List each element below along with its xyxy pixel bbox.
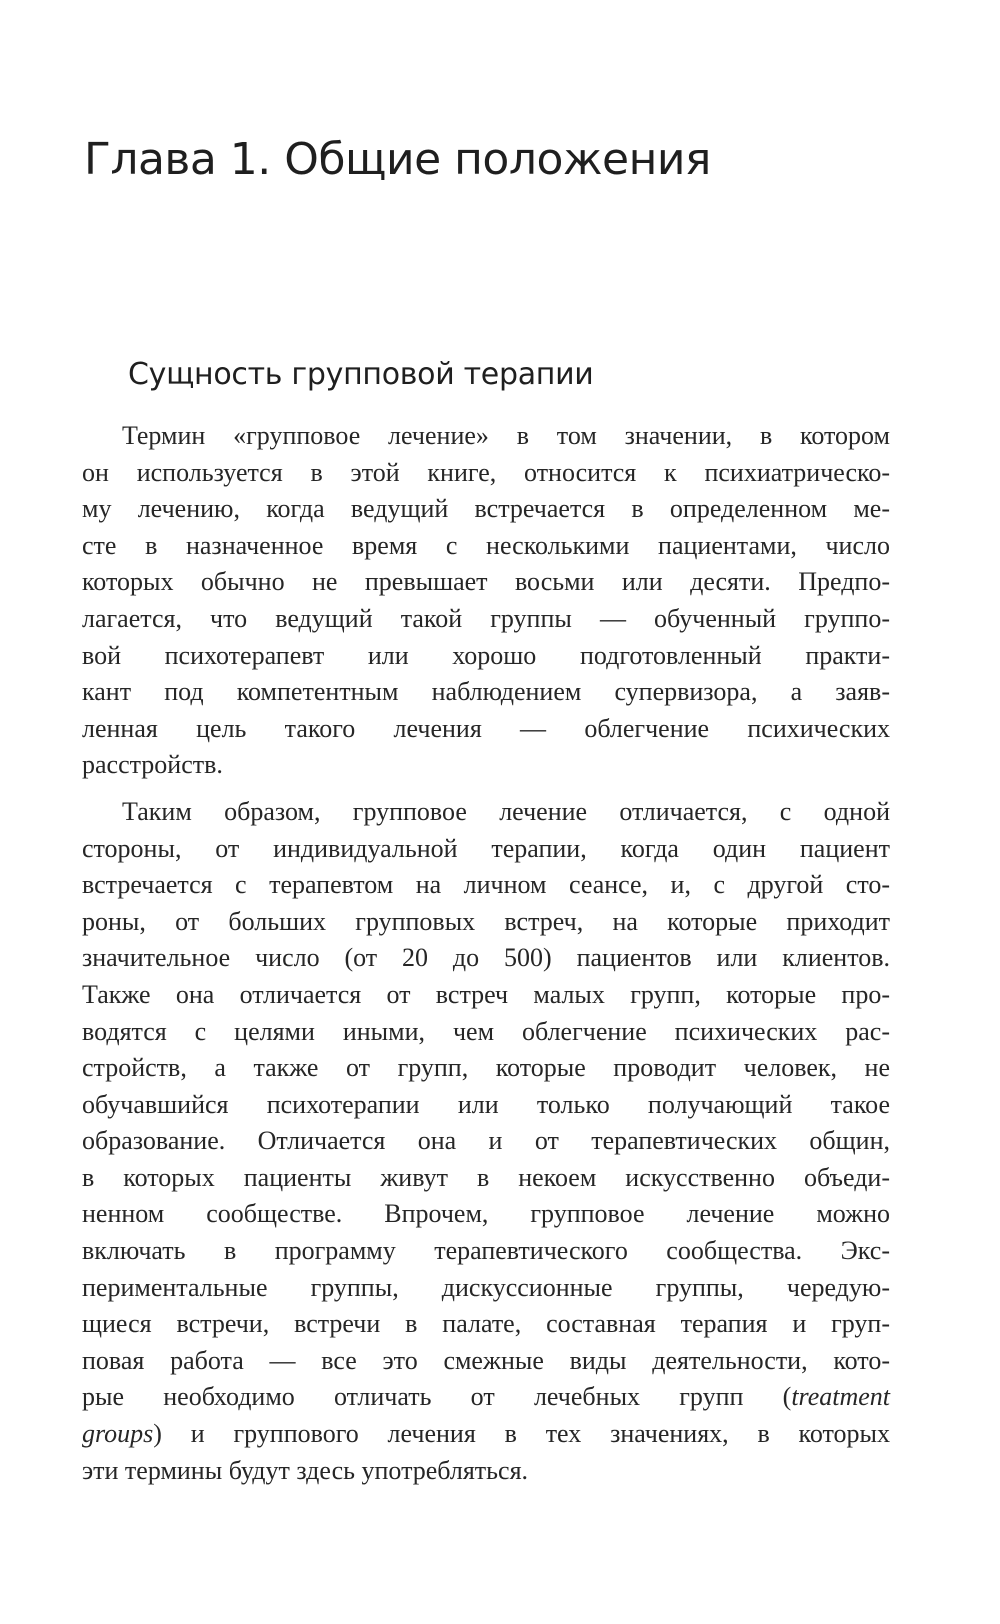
paragraph-spacer: [82, 784, 890, 794]
chapter-title: Глава 1. Общие положения: [84, 134, 711, 185]
section-title: Сущность групповой терапии: [128, 357, 594, 392]
paragraph-1-line-3: му лечению, когда ведущий встречается в определенном ме-: [82, 494, 890, 524]
paragraph-2-line-6: Также она отличается от встреч малых групп, которые про-: [82, 979, 890, 1009]
paragraph-2-line-13: включать в программу терапевтического сообщества. Экс-: [82, 1236, 890, 1266]
paragraph-2-line-11: в которых пациенты живут в некоем искусственно объеди-: [82, 1162, 890, 1192]
paragraph-2-line-9: обучавшийся психотерапии или только получающий такое: [82, 1089, 890, 1119]
paragraph-1-line-10: расстройств.: [82, 750, 223, 780]
paragraph-1-line-4: сте в назначенное время с несколькими пациентами, число: [82, 530, 890, 560]
paragraph-1-line-7: вой психотерапевт или хорошо подготовленный практи-: [82, 640, 890, 670]
line-17-text: рые необходимо отличать от лечебных групп (: [82, 1382, 792, 1412]
paragraph-2-line-12: ненном сообществе. Впрочем, групповое лечение можно: [82, 1199, 890, 1229]
paragraph-2-line-16: повая работа — все это смежные виды деятельности, кото-: [82, 1345, 890, 1375]
line-18-text: ) и группового лечения в тех значениях, в которых: [153, 1419, 890, 1449]
paragraph-1-line-6: лагается, что ведущий такой группы — обученный группо-: [82, 603, 890, 633]
paragraph-2-line-1: Таким образом, групповое лечение отличается, с одной: [122, 796, 890, 826]
paragraph-2-line-3: встречается с терапевтом на личном сеансе, и, с другой сто-: [82, 870, 890, 900]
paragraph-2-line-14: периментальные группы, дискуссионные группы, чередую-: [82, 1272, 890, 1302]
paragraph-2-line-18: [82, 1416, 890, 1453]
paragraph-1-line-2: он используется в этой книге, относится к психиатрическо-: [82, 457, 890, 487]
paragraph-2-line-15: щиеся встречи, встречи в палате, составная терапия и груп-: [82, 1309, 890, 1339]
italic-term-groups: groups: [82, 1419, 154, 1449]
paragraph-2-line-4: роны, от больших групповых встреч, на которые приходит: [82, 906, 890, 936]
paragraph-1-line-5: которых обычно не превышает восьми или десяти. Предпо-: [82, 567, 890, 597]
paragraph-2-line-17: [82, 1379, 890, 1416]
paragraph-2-line-8: стройств, а также от групп, которые проводит человек, не: [82, 1053, 890, 1083]
paragraph-2-line-7: водятся с целями иными, чем облегчение психических рас-: [82, 1016, 890, 1046]
paragraph-2-line-19: эти термины будут здесь употребляться.: [82, 1455, 529, 1485]
paragraph-1-line-1: Термин «групповое лечение» в том значении, в котором: [122, 421, 890, 450]
paragraph-2-line-10: образование. Отличается она и от терапевтических общин,: [82, 1126, 890, 1156]
italic-term-treatment: treatment: [791, 1382, 890, 1412]
paragraph-2-line-2: стороны, от индивидуальной терапии, когда один пациент: [82, 833, 890, 863]
paragraph-2-line-5: значительное число (от 20 до 500) пациентов или клиентов.: [82, 943, 890, 973]
paragraph-1-line-9: ленная цель такого лечения — облегчение психических: [82, 713, 890, 743]
paragraph-1-line-8: кант под компетентным наблюдением супервизора, а заяв-: [82, 677, 890, 707]
body-text: [82, 418, 890, 1489]
